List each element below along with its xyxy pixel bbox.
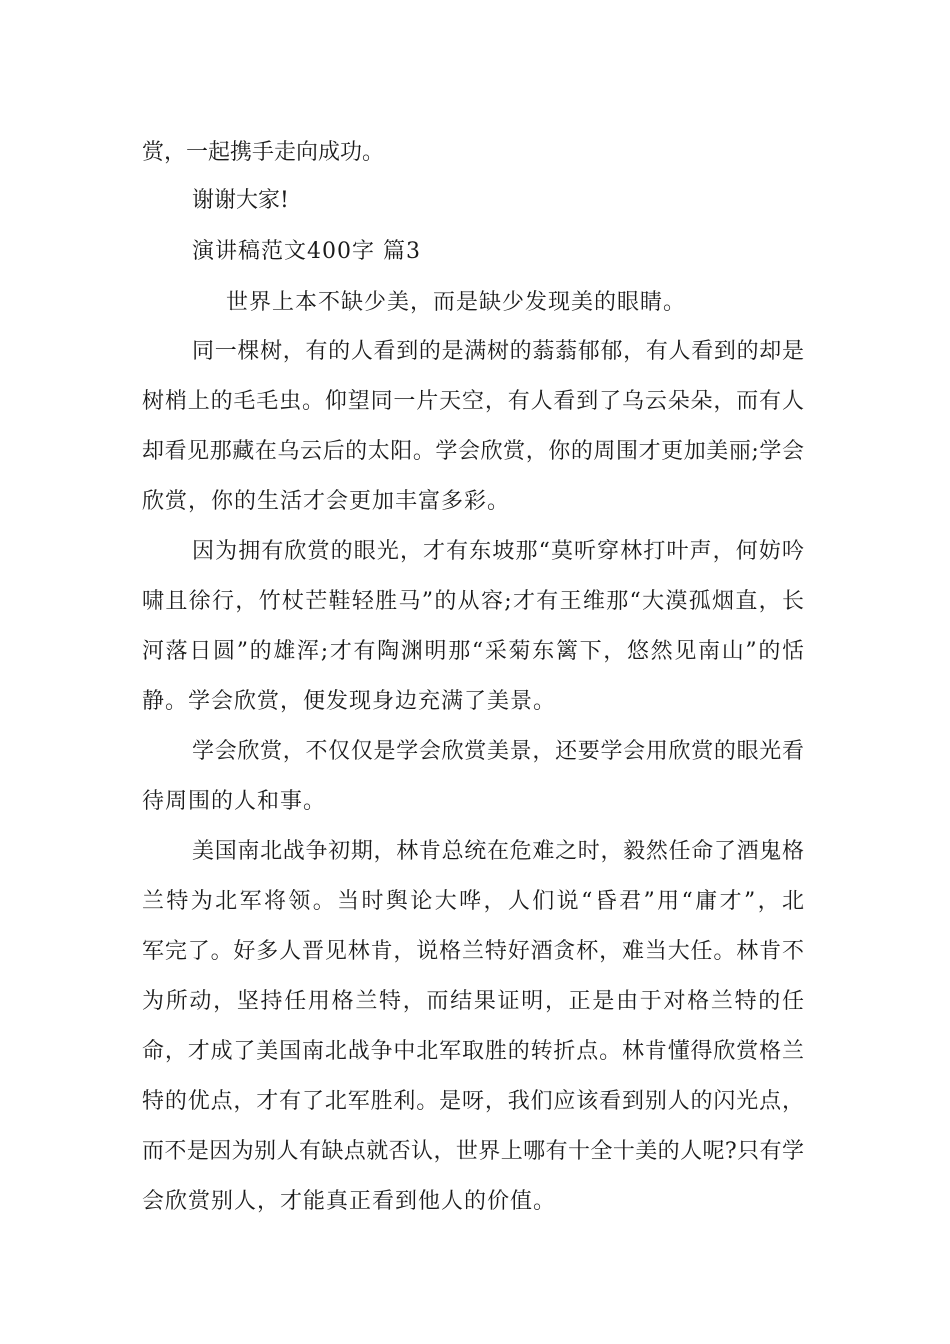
paragraph-line bbox=[0, 437, 950, 487]
text-line-content: 兰特为北军将领。当时舆论大哗，人们说“昏君”用“庸才”，北 bbox=[142, 889, 804, 914]
paragraph-line bbox=[0, 387, 950, 437]
paragraph-line bbox=[0, 587, 950, 637]
paragraph-line bbox=[0, 687, 950, 737]
paragraph-line bbox=[0, 1087, 950, 1137]
text-line-content: 河落日圆”的雄浑;才有陶渊明那“采菊东篱下，悠然见南山”的恬 bbox=[142, 639, 804, 664]
paragraph-line bbox=[0, 537, 950, 587]
text-line-content: 谢谢大家! bbox=[192, 188, 289, 213]
paragraph-line bbox=[0, 987, 950, 1037]
text-line-content: 静。学会欣赏，便发现身边充满了美景。 bbox=[142, 689, 557, 714]
paragraph-line bbox=[0, 1187, 950, 1237]
text-line-content: 啸且徐行，竹杖芒鞋轻胜马”的从容;才有王维那“大漠孤烟直，长 bbox=[142, 589, 804, 614]
text-line-content: 树梢上的毛毛虫。仰望同一片天空，有人看到了乌云朵朵，而有人 bbox=[142, 389, 804, 414]
paragraph-line bbox=[0, 887, 950, 937]
text-line-content: 待周围的人和事。 bbox=[142, 789, 327, 814]
text-line-content: 命，才成了美国南北战争中北军取胜的转折点。林肯懂得欣赏格兰 bbox=[142, 1039, 804, 1064]
text-line-content: 同一棵树，有的人看到的是满树的蓊蓊郁郁，有人看到的却是 bbox=[192, 339, 804, 364]
text-line bbox=[0, 138, 950, 188]
text-line-content: 而不是因为别人有缺点就否认，世界上哪有十全十美的人呢?只有学 bbox=[142, 1139, 804, 1164]
text-line bbox=[0, 186, 950, 236]
text-line-content: 特的优点，才有了北军胜利。是呀，我们应该看到别人的闪光点， bbox=[142, 1089, 804, 1114]
paragraph-line bbox=[0, 1137, 950, 1187]
paragraph-line bbox=[0, 737, 950, 787]
paragraph-line bbox=[0, 787, 950, 837]
text-line-content: 赏，一起携手走向成功。 bbox=[142, 140, 385, 165]
paragraph-line bbox=[0, 487, 950, 537]
text-line-content: 会欣赏别人，才能真正看到他人的价值。 bbox=[142, 1189, 557, 1214]
text-line-content: 学会欣赏，不仅仅是学会欣赏美景，还要学会用欣赏的眼光看 bbox=[192, 739, 804, 764]
paragraph-line bbox=[0, 637, 950, 687]
text-line bbox=[0, 288, 950, 338]
section-heading bbox=[0, 237, 950, 287]
paragraph-line bbox=[0, 937, 950, 987]
section-heading-text: 演讲稿范文400字 篇3 bbox=[192, 239, 421, 264]
text-line-content: 欣赏，你的生活才会更加丰富多彩。 bbox=[142, 489, 511, 514]
text-line-content: 因为拥有欣赏的眼光，才有东坡那“莫听穿林打叶声，何妨吟 bbox=[192, 539, 804, 564]
paragraph-line bbox=[0, 1037, 950, 1087]
text-line-content: 世界上本不缺少美，而是缺少发现美的眼睛。 bbox=[226, 290, 687, 315]
text-line-content: 却看见那藏在乌云后的太阳。学会欣赏，你的周围才更加美丽;学会 bbox=[142, 439, 804, 464]
paragraph-line bbox=[0, 337, 950, 387]
text-line-content: 为所动，坚持任用格兰特，而结果证明，正是由于对格兰特的任 bbox=[142, 989, 804, 1014]
text-line-content: 军完了。好多人晋见林肯，说格兰特好酒贪杯，难当大任。林肯不 bbox=[142, 939, 804, 964]
paragraph-line bbox=[0, 837, 950, 887]
text-line-content: 美国南北战争初期，林肯总统在危难之时，毅然任命了酒鬼格 bbox=[192, 839, 804, 864]
